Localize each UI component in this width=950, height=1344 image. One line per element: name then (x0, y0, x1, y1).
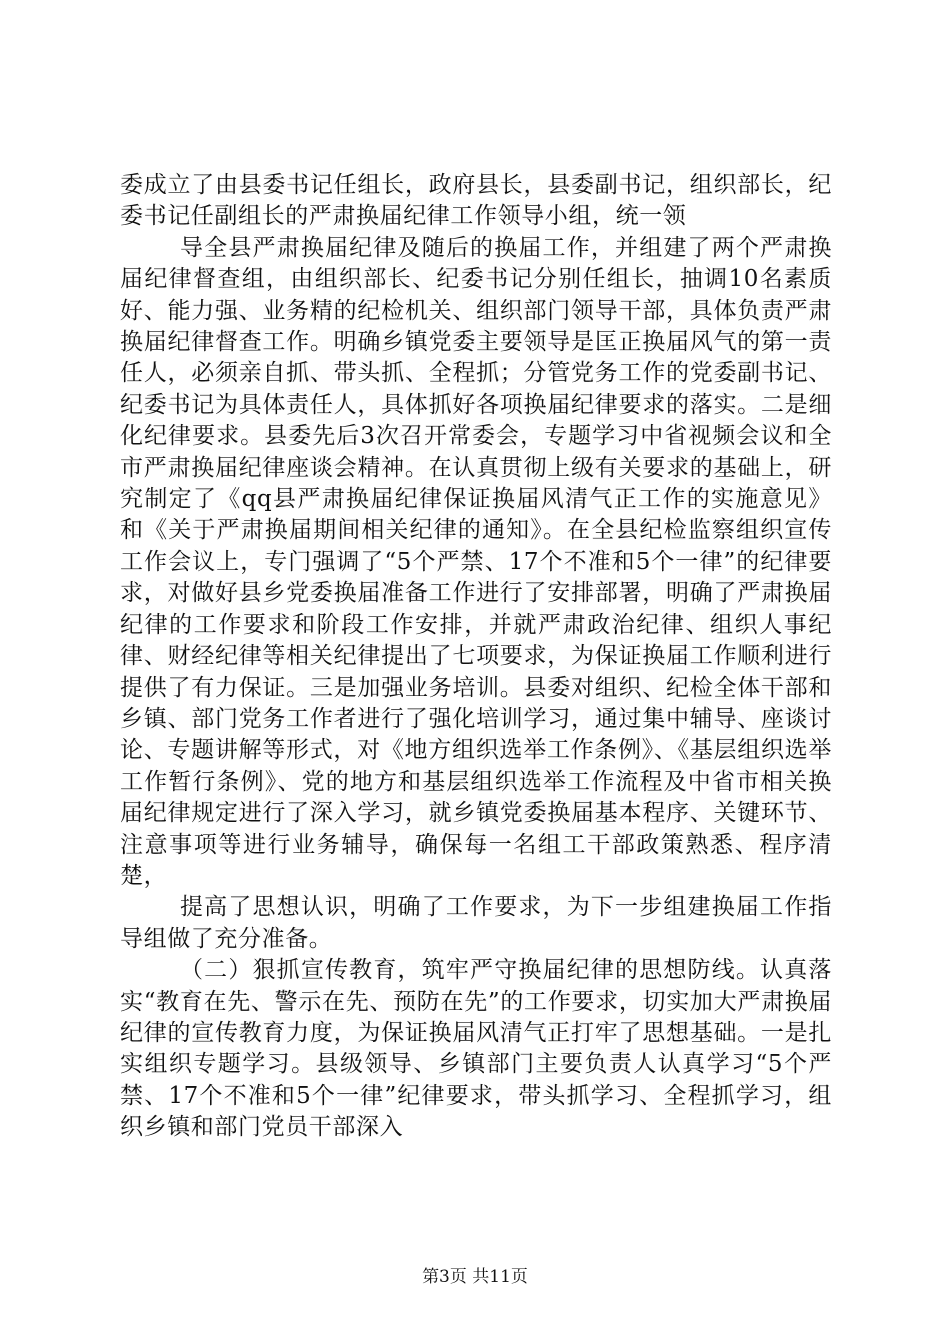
paragraph-3: 提高了思想认识，明确了工作要求，为下一步组建换届工作指导组做了充分准备。 (120, 894, 832, 952)
page-number-label: 第3页 共11页 (422, 1267, 528, 1287)
paragraph-4: （二）狠抓宣传教育，筑牢严守换届纪律的思想防线。认真落实“教育在先、警示在先、预防在先”的工作要求，切实加大严肃换届纪律的宣传教育力度，为保证换届风清气正打牢了思想基础。一是扎实组织专题学习。县级领导、乡镇部门主要负责人认真学习“5个严禁、17个不准和5个一律”纪律要求，带头抓学习、全程抓学习，组织乡镇和部门党员干部深入 (120, 957, 832, 1141)
paragraph-2: 导全县严肃换届纪律及随后的换届工作，并组建了两个严肃换届纪律督查组，由组织部长、纪委书记分别任组长，抽调10名素质好、能力强、业务精的纪检机关、组织部门领导干部，具体负责严肃换届纪律督查工作。明确乡镇党委主要领导是匡正换届风气的第一责任人，必须亲自抓、带头抓、全程抓；分管党务工作的党委副书记、纪委书记为具体责任人，具体抓好各项换届纪律要求的落实。二是细化纪律要求。县委先后3次召开常委会，专题学习中省视频会议和全市严肃换届纪律座谈会精神。在认真贯彻上级有关要求的基础上，研究制定了《qq县严肃换届纪律保证换届风清气正工作的实施意见》和《关于严肃换届期间相关纪律的通知》。在全县纪检监察组织宣传工作会议上，专门强调了“5个严禁、17个不准和5个一律”的纪律要求，对做好县乡党委换届准备工作进行了安排部署，明确了严肃换届纪律的工作要求和阶段工作安排，并就严肃政治纪律、组织人事纪律、财经纪律等相关纪律提出了七项要求，为保证换届工作顺利进行提供了有力保证。三是加强业务培训。县委对组织、纪检全体干部和乡镇、部门党务工作者进行了强化培训学习，通过集中辅导、座谈讨论、专题讲解等形式，对《地方组织选举工作条例》、《基层组织选举工作暂行条例》、党的地方和基层组织选举工作流程及中省市相关换届纪律规定进行了深入学习，就乡镇党委换届基本程序、关键环节、注意事项等进行业务辅导，确保每一名组工干部政策熟悉、程序清楚， (120, 234, 832, 889)
document-body (120, 170, 832, 1144)
page-footer (0, 1262, 950, 1287)
paragraph-1: 委成立了由县委书记任组长，政府县长，县委副书记，组织部长，纪委书记任副组长的严肃换届纪律工作领导小组，统一领 (120, 172, 832, 230)
